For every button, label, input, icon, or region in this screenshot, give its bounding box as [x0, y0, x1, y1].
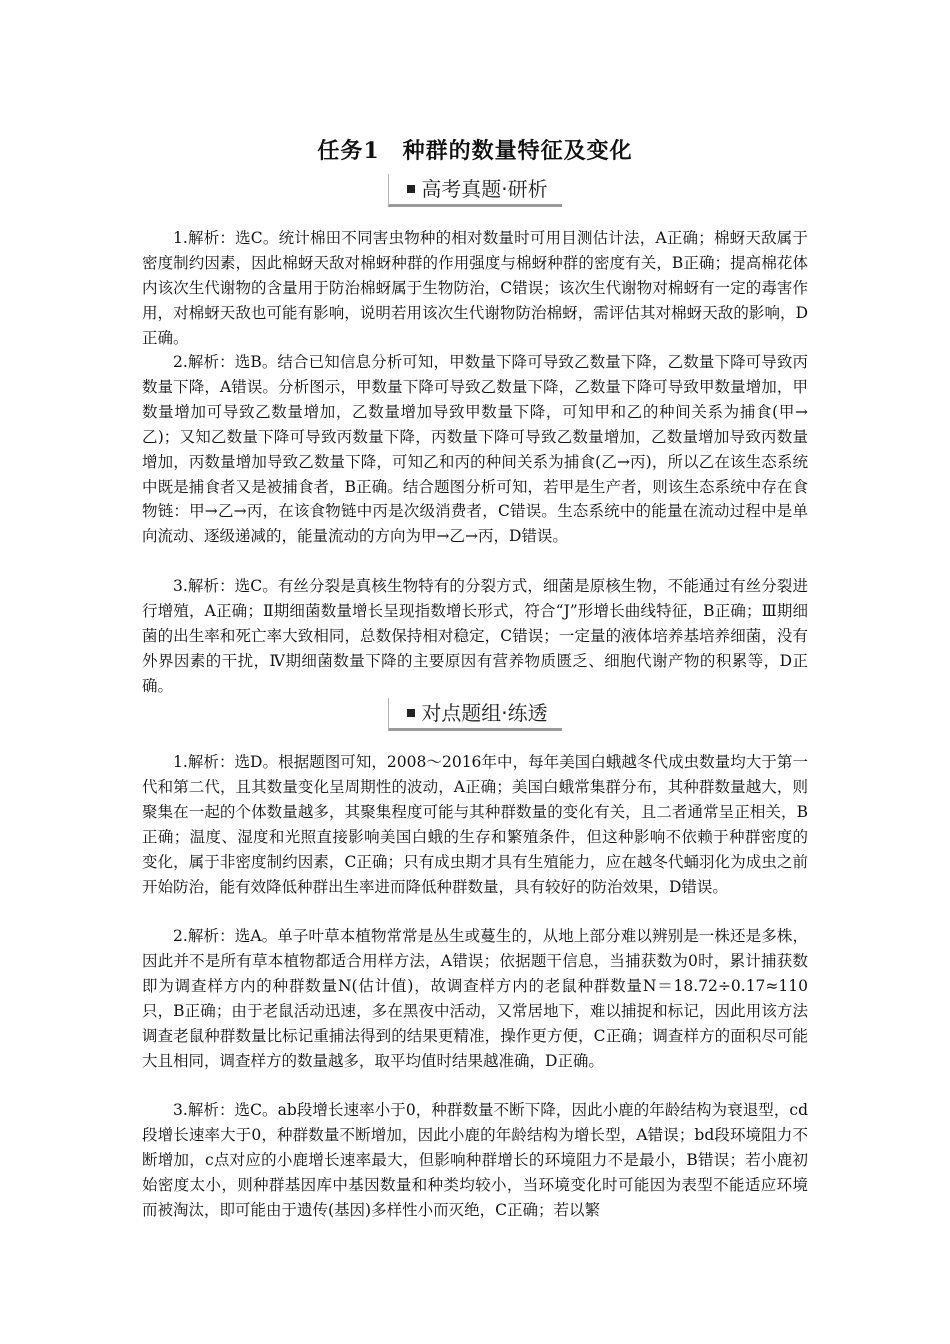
section-heading-box	[388, 698, 561, 731]
page-title: 任务1 种群的数量特征及变化	[317, 138, 633, 164]
answer-item: 2.解析：选A。单子叶草本植物常常是丛生或蔓生的，从地上部分难以辨别是一株还是多株，因此并不是所有草本植物都适合用样方法，A错误；依据题干信息，当捕获数为0时，累计捕获数即为调查样方内的种群数量N(估计值)，故调查样方内的老鼠种群数量N＝18.72÷0.17≈110只，B正确；由于老鼠活动迅速，多在黑夜中活动，又常居地下，难以捕捉和标记，因此用该方法调查老鼠种群数量比标记重捕法得到的结果更精准，操作更方便，C正确；调查样方的面积尽可能大且相同，调查样方的数量越多，取平均值时结果越准确，D正确。	[142, 927, 808, 1070]
section-heading-box	[388, 174, 561, 207]
section-heading-text: 对点题组·练透	[421, 701, 548, 725]
answer-item: 2.解析：选B。结合已知信息分析可知，甲数量下降可导致乙数量下降，乙数量下降可导致丙数量下降，A错误。分析图示，甲数量下降可导致乙数量下降，乙数量下降可导致甲数量增加，甲数量增加可导致乙数量增加，乙数量增加导致甲数量下降，可知甲和乙的种间关系为捕食(甲→乙)；又知乙数量下降可导致丙数量下降，丙数量下降可导致乙数量增加，乙数量增加导致丙数量增加，丙数量增加导致乙数量下降，可知乙和丙的种间关系为捕食(乙→丙)，所以乙在该生态系统中既是捕食者又是被捕食者，B正确。结合题图分析可知，若甲是生产者，则该生态系统中存在食物链：甲→乙→丙，在该食物链中丙是次级消费者，C错误。生态系统中的能量在流动过程中是单向流动、逐级递减的，能量流动的方向为甲→乙→丙，D错误。	[142, 353, 808, 546]
square-bullet-icon	[407, 185, 415, 193]
section-heading-text: 高考真题·研析	[421, 177, 548, 201]
answer-item: 3.解析：选C。有丝分裂是真核生物特有的分裂方式，细菌是原核生物，不能通过有丝分裂进行增殖，A正确；Ⅱ期细菌数量增长呈现指数增长形式，符合“J”形增长曲线特征，B正确；Ⅲ期细菌的出生率和死亡率大致相同，总数保持相对稳定，C错误；一定量的液体培养基培养细菌，没有外界因素的干扰，Ⅳ期细菌数量下降的主要原因有营养物质匮乏、细胞代谢产物的积累等，D正确。	[142, 577, 808, 695]
answer-item: 3.解析：选C。ab段增长速率小于0，种群数量不断下降，因此小鹿的年龄结构为衰退型，cd段增长速率大于0，种群数量不断增加，因此小鹿的年龄结构为增长型，A错误；bd段环境阻力不断增加，c点对应的小鹿增长速率最大，但影响种群增长的环境阻力不是最小，B错误；若小鹿初始密度太小，则种群基因库中基因数量和种类均较小，当环境变化时可能因为表型不能适应环境而被淘汰，即可能由于遗传(基因)多样性小而灭绝，C正确；若以繁	[142, 1101, 808, 1219]
square-bullet-icon	[407, 709, 415, 717]
answer-item: 1.解析：选C。统计棉田不同害虫物种的相对数量时可用目测估计法，A正确；棉蚜天敌属于密度制约因素，因此棉蚜天敌对棉蚜种群的作用强度与棉蚜种群的密度有关，B正确；提高棉花体内该次生代谢物的含量用于防治棉蚜属于生物防治，C错误；该次生代谢物对棉蚜有一定的毒害作用，对棉蚜天敌也可能有影响，说明若用该次生代谢物防治棉蚜，需评估其对棉蚜天敌的影响，D正确。	[142, 229, 808, 347]
answer-item: 1.解析：选D。根据题图可知，2008～2016年中，每年美国白蛾越冬代成虫数量均大于第一代和第二代，且其数量变化呈周期性的波动，A正确；美国白蛾常集群分布，其种群数量越大，则聚集在一起的个体数量越多，其聚集程度可能与其种群数量的变化有关，且二者通常呈正相关，B正确；温度、湿度和光照直接影响美国白蛾的生存和繁殖条件，但这种影响不依赖于种群密度的变化，属于非密度制约因素，C正确；只有成虫期才具有生殖能力，应在越冬代蛹羽化为成虫之前开始防治，能有效降低种群出生率进而降低种群数量，具有较好的防治效果，D错误。	[142, 753, 808, 896]
section-heading-exam	[0, 174, 950, 204]
section-heading-practice	[0, 698, 950, 728]
